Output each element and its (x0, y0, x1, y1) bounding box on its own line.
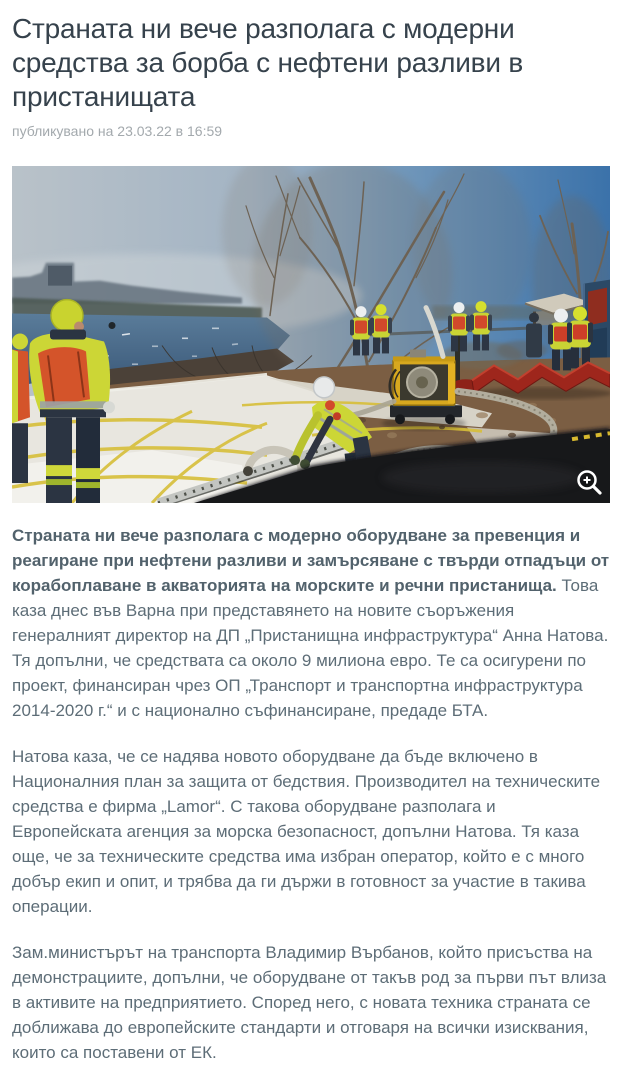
article-body (12, 523, 610, 1065)
lead-paragraph (12, 523, 610, 723)
magnifier-plus-icon (579, 472, 601, 494)
image-zoom-button[interactable] (575, 468, 605, 498)
photo-scene (12, 166, 610, 503)
lead-bold-text: Страната ни вече разполага с модерно оборудване за превенция и реагиране при нефтени разливи и замърсяване с твърди отпадъци от корабоплаване в акваторията на морските и речни пристанища. (12, 526, 610, 595)
worker-edge (12, 334, 30, 484)
paragraph-2: Натова каза, че се надява новото оборудване да бъде включено в Националния план за защита от бедствия. Производител на техническите средства е фирма „Lamor“. С такова оборудване разполага и Европейската агенция за морска безопасност, допълни Натова. Тя каза още, че за техническите средства има избран оператор, който е с много добър екип и опит, и трябва да ги държи в готовност за участие в такива операции. (12, 747, 601, 916)
paragraph-3: Зам.министърът на транспорта Владимир Върбанов, който присъства на демонстрациите, допълни, че оборудване от такъв род за първи път влиза в активите на предприятието. Според него, с новата техника страната се доближава до европейските стандарти и отговаря на всички изисквания, които са поставени от ЕК. (12, 943, 607, 1062)
lead-rest-text: Това каза днес във Варна при представянето на новите съоръжения генералният директор на ДП „Пристанищна инфраструктура“ Анна Натова. Тя допълни, че средствата са около 9 милиона евро. Те са осигурени по проект, финансиран чрез ОП „Транспорт и транспортна инфраструктура 2014-2020 г.“ и с национално съфинансиране, предаде БТА. (12, 576, 609, 720)
article-title: Страната ни вече разполага с модерни средства за борба с нефтени разливи в пристанищата (12, 13, 524, 112)
publish-date: публикувано на 23.03.22 в 16:59 (12, 123, 223, 139)
buoy (109, 322, 116, 329)
article-photo[interactable] (12, 166, 610, 503)
